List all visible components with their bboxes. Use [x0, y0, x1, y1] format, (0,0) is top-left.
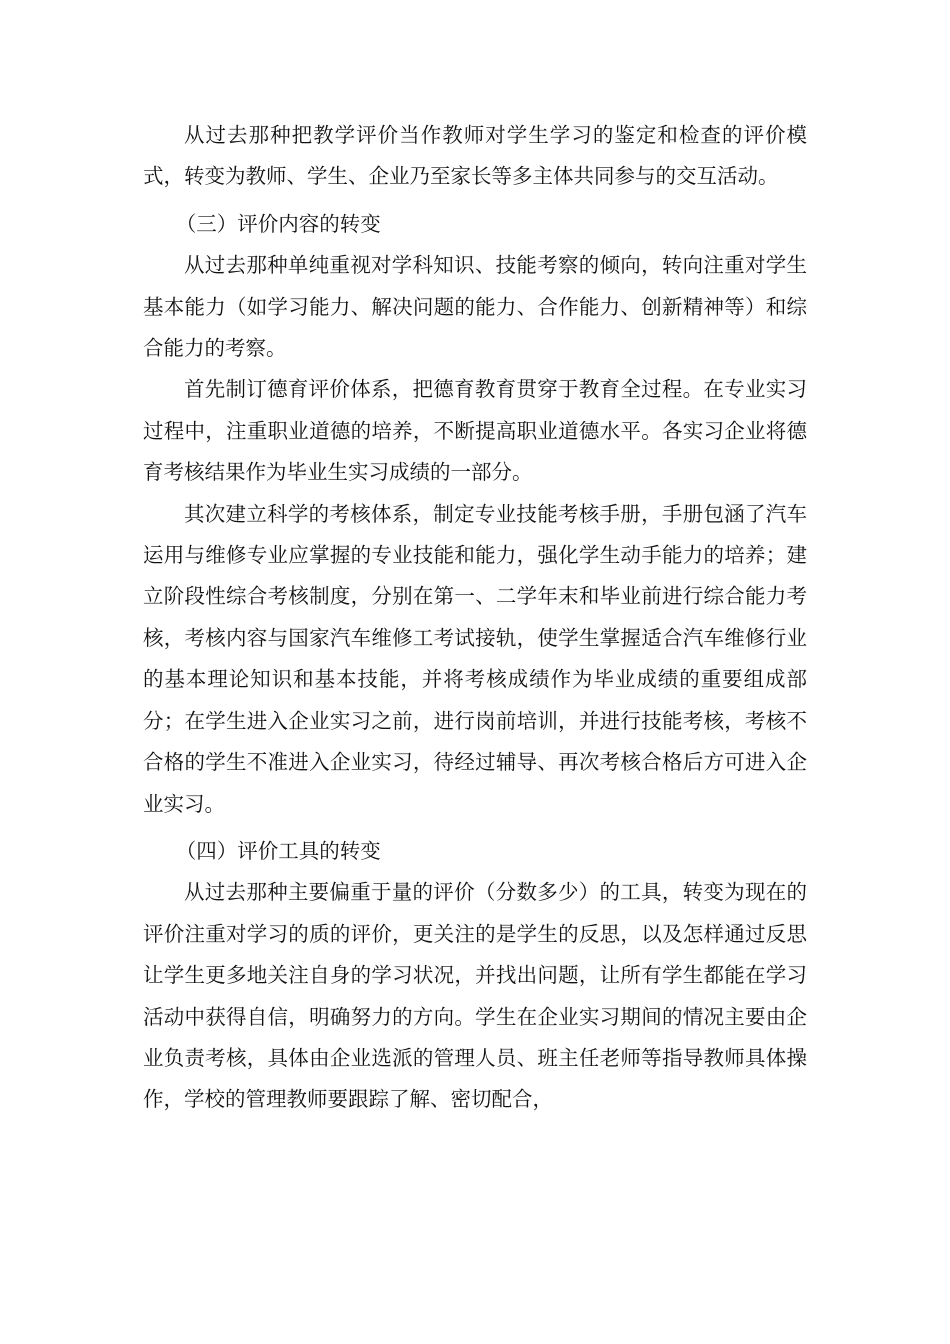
section-heading-evaluation-tools: （四）评价工具的转变	[175, 838, 381, 863]
paragraph-assessment-system: 其次建立科学的考核体系，制定专业技能考核手册，手册包涵了汽车运用与维修专业应掌握的专业技能和能力，强化学生动手能力的培养；建立阶段性综合考核制度，分别在第一、二学年末和毕业前进行综合能力考核，考核内容与国家汽车维修工考试接轨，使学生掌握适合汽车维修行业的基本理论知识和基本技能，并将考核成绩作为毕业成绩的重要组成部分；在学生进入企业实习之前，进行岗前培训，并进行技能考核，考核不合格的学生不准进入企业实习，待经过辅导、再次考核合格后方可进入企业实习。	[143, 501, 807, 816]
section-heading-evaluation-content: （三）评价内容的转变	[175, 211, 381, 236]
document-body	[143, 115, 807, 1121]
paragraph-evaluation-mode: 从过去那种把教学评价当作教师对学生学习的鉴定和检查的评价模式，转变为教师、学生、企业乃至家长等多主体共同参与的交互活动。	[143, 123, 807, 189]
paragraph-moral-evaluation: 首先制订德育评价体系，把德育教育贯穿于教育全过程。在专业实习过程中，注重职业道德的培养，不断提高职业道德水平。各实习企业将德育考核结果作为毕业生实习成绩的一部分。	[143, 377, 807, 485]
paragraph-evaluation-tools: 从过去那种主要偏重于量的评价（分数多少）的工具，转变为现在的评价注重对学习的质的评价，更关注的是学生的反思，以及怎样通过反思让学生更多地关注自身的学习状况，并找出问题，让所有学生都能在学习活动中获得自信，明确努力的方向。学生在企业实习期间的情况主要由企业负责考核，具体由企业选派的管理人员、班主任老师等指导教师具体操作，学校的管理教师要跟踪了解、密切配合，	[143, 880, 807, 1112]
paragraph-evaluation-content: 从过去那种单纯重视对学科知识、技能考察的倾向，转向注重对学生基本能力（如学习能力、解决问题的能力、合作能力、创新精神等）和综合能力的考察。	[143, 253, 807, 361]
